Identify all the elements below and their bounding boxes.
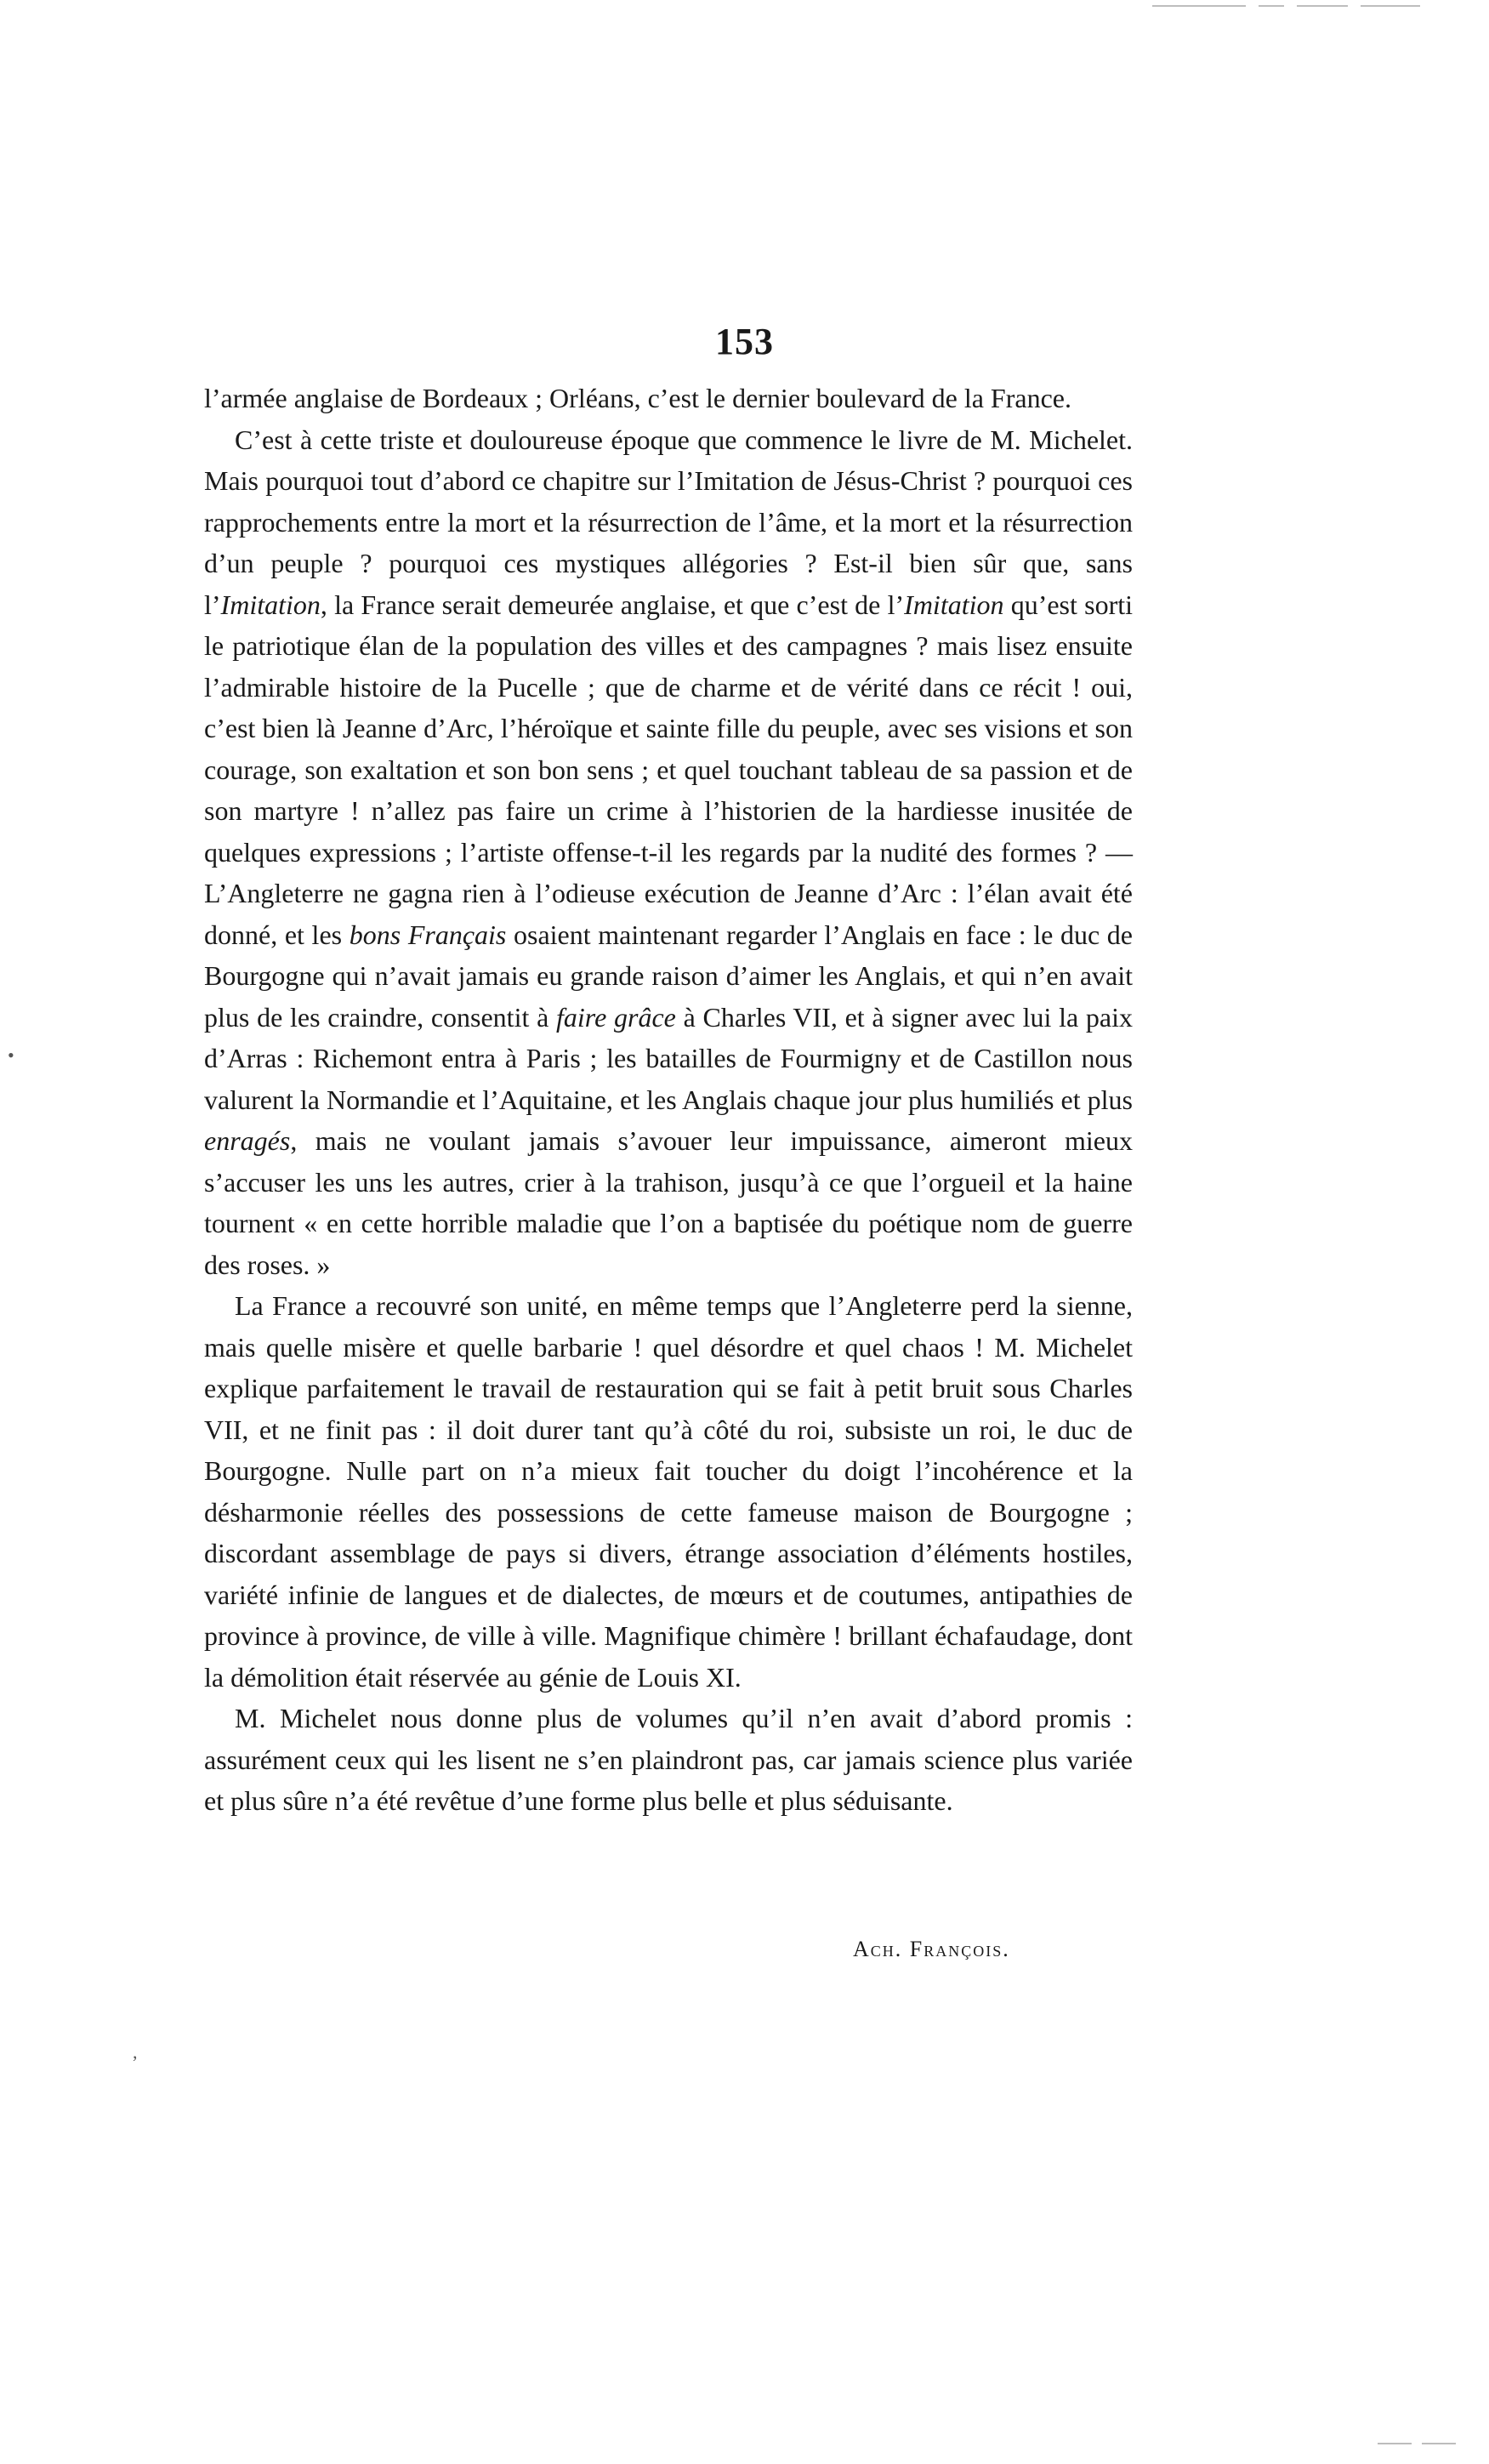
text-run: , mais ne voulant jamais s’avouer leur impuissance, aimeront mieux s’accuser les uns les autres, crier à la trahison, jusqu’à ce que l’orgueil et la haine tournent « en cette horrible maladie que l’on a baptisée du poétique nom de guerre des roses. » <box>204 1125 1133 1280</box>
paragraph <box>204 419 1133 1286</box>
text-run: l’armée anglaise de Bordeaux ; Orléans, c’est le dernier boulevard de la France. <box>204 383 1071 413</box>
top-edge-rule <box>1259 5 1284 7</box>
italic-text: Imitation <box>904 589 1004 620</box>
paragraph <box>204 1698 1133 1822</box>
top-edge-rule <box>1152 5 1246 7</box>
bottom-edge-rule <box>1422 2443 1456 2444</box>
text-run: , la France serait demeurée anglaise, et que c’est de l’ <box>320 589 905 620</box>
italic-text: bons Français <box>349 919 507 950</box>
text-run: osaient maintenant regarder l’Anglais en face : le duc de Bourgogne qui n’avait jamais eu grande raison d’aimer les Anglais, et qui n’en avait plus de les craindre, consentit à <box>204 919 1134 1033</box>
article-body <box>204 378 1133 1822</box>
bottom-edge-rule <box>1378 2443 1412 2444</box>
page-number: 153 <box>715 321 774 362</box>
paragraph <box>204 1285 1133 1698</box>
italic-text: Imitation <box>220 589 321 620</box>
top-edge-rule <box>1297 5 1348 7</box>
text-run: M. Michelet nous donne plus de volumes qu’il n’en avait d’abord promis : assurément ceux qui les lisent ne s’en plaindront pas, car jamais science plus variée et plus sûre n’a été revêtue d’une forme plus belle et plus séduisante. <box>204 1703 1133 1816</box>
italic-text: faire grâce <box>556 1001 676 1033</box>
paragraph <box>204 378 1133 419</box>
text-run: La France a recouvré son unité, en même temps que l’Angleterre perd la sienne, mais quelle misère et quelle barbarie ! quel désordre et quel chaos ! M. Michelet explique parfaitement le travail de restauration qui se fait à petit bruit sous Charles VII, et ne finit pas : il doit durer tant qu’à côté du roi, subsiste un roi, le duc de Bourgogne. Nulle part on n’a mieux fait toucher du doigt l’incohérence et la désharmonie réelles des possessions de cette fameuse maison de Bourgogne ; discordant assemblage de pays si divers, étrange association d’éléments hostiles, variété infinie de langues et de dialectes, de mœurs et de coutumes, antipathies de province à province, de ville à ville. Magnifique chimère ! brillant échafaudage, dont la démolition était réservée au génie de Louis XI. <box>204 1290 1133 1693</box>
text-run: C’est à cette triste et douloureuse époque que commence le livre de M. Michelet. Mais pourquoi tout d’abord ce chapitre sur l’Imitation de Jésus-Christ ? pourquoi ces rapprochements entre la mort et la résurrection de l’âme, et la mort et la résurrection d’un peuple ? pourquoi ces mystiques allégories ? Est-il bien sûr que, sans l’ <box>204 424 1133 620</box>
margin-mark: , <box>133 2041 138 2063</box>
text-run: à Charles VII, et à signer avec lui la paix d’Arras : Richemont entra à Paris ; les batailles de Fourmigny et de Castillon nous valurent la Normandie et l’Aquitaine, et les Anglais chaque jour plus humiliés et plus <box>204 1001 1134 1115</box>
italic-text: enragés <box>204 1125 291 1156</box>
author-signature: Ach. François. <box>853 1937 1010 1961</box>
text-run: qu’est sorti le patriotique élan de la population des villes et des campagnes ? mais lisez ensuite l’admirable histoire de la Pucelle ; que de charme et de vérité dans ce récit ! oui, c’est bien là Jeanne d’Arc, l’héroïque et sainte fille du peuple, avec ses visions et son courage, son exaltation et son bon sens ; et quel touchant tableau de sa passion et de son martyre ! n’allez pas faire un crime à l’historien de la hardiesse inusitée de quelques expressions ; l’artiste offense-t-il les regards par la nudité des formes ? — L’Angleterre ne gagna rien à l’odieuse exécution de Jeanne d’Arc : l’élan avait été donné, et les <box>204 589 1134 950</box>
margin-mark: • <box>8 1044 14 1066</box>
top-edge-rule <box>1361 5 1420 7</box>
